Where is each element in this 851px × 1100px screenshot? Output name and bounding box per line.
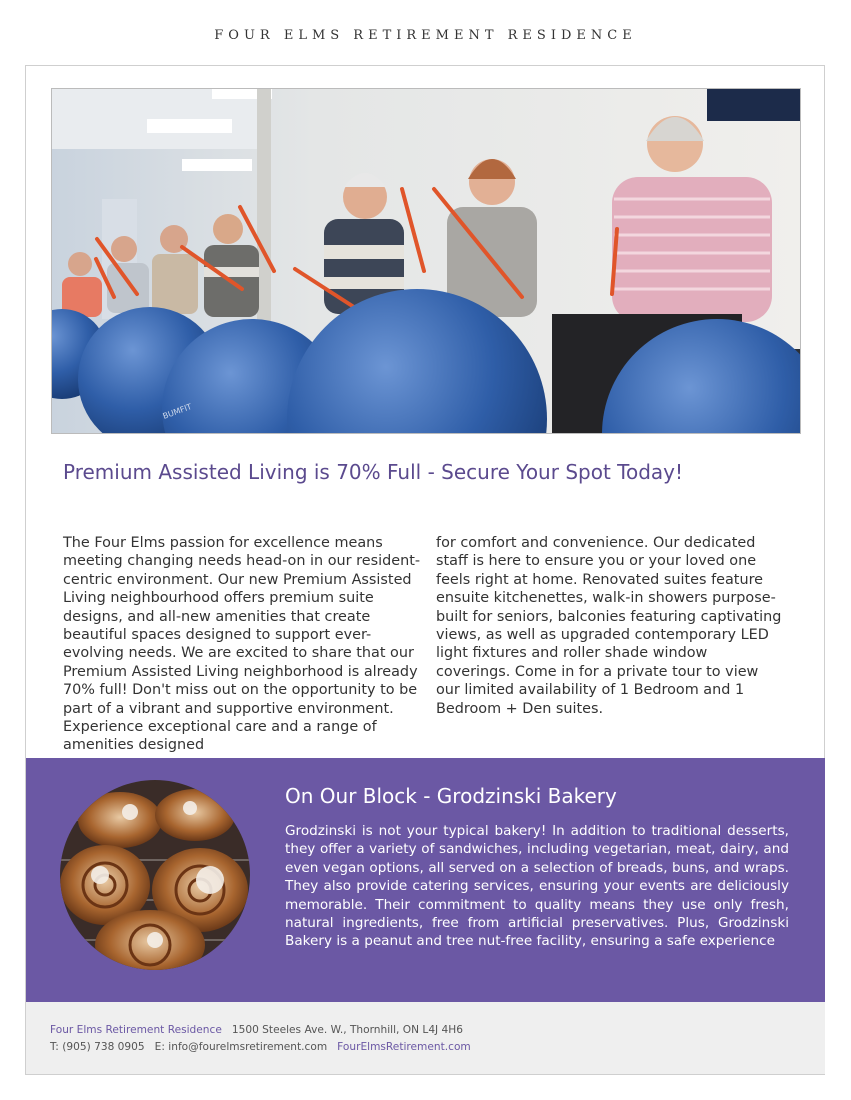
footer-address: 1500 Steeles Ave. W., Thornhill, ON L4J 4H6: [231, 1024, 463, 1036]
footer-website-link[interactable]: FourElmsRetirement.com: [337, 1041, 471, 1053]
footer-email[interactable]: E: info@fourelmsretirement.com: [154, 1041, 328, 1053]
ball-brand-label: BUMFIT: [161, 402, 193, 421]
bakery-title: On Our Block - Grodzinski Bakery: [285, 784, 617, 808]
footer-line-contact: [50, 1041, 471, 1053]
article-paragraph-left: The Four Elms passion for excellence means meeting changing needs head-on in our resident-centric environment. Our new Premium Assisted Living neighbourhood offers premium suite designs, and all-new amenities that create beautiful spaces designed to support ever-evolving needs. We are excited to share that our Premium Assisted Living neighborhood is already 70% full! Don't miss out on the opportunity to be part of a vibrant and supportive environment. Experience exceptional care and a range of amenities designed: [63, 535, 421, 754]
footer-phone: T: (905) 738 0905: [50, 1041, 145, 1053]
bakery-cinnamon-buns-photo: [60, 780, 250, 970]
footer-line-address: [50, 1024, 463, 1036]
article-paragraph-right: for comfort and convenience. Our dedicated staff is here to ensure you or your loved one feels right at home. Renovated suites feature ensuite kitchenettes, walk-in showers purpose-built for seniors, balconies featuring captivating views, as well as upgraded contemporary LED light fixtures and roller shade window coverings. Come in for a private tour to view our limited availability of 1 Bedroom and 1 Bedroom + Den suites.: [436, 535, 782, 717]
hero-photo-seniors-drumming: [51, 88, 801, 434]
footer-org-name: Four Elms Retirement Residence: [50, 1024, 222, 1036]
article-column-left: [63, 534, 425, 755]
article-column-right: [436, 534, 786, 718]
masthead: FOUR ELMS RETIREMENT RESIDENCE: [214, 28, 637, 43]
page-headline: Premium Assisted Living is 70% Full - Secure Your Spot Today!: [63, 460, 683, 484]
bakery-description: [285, 822, 789, 951]
bakery-paragraph: Grodzinski is not your typical bakery! In addition to traditional desserts, they offer a variety of sandwiches, including vegetarian, meat, dairy, and even vegan options, all served on a selection of breads, buns, and wraps. They also provide catering services, ensuring your events are deliciously memorable. Their commitment to quality means they use only fresh, natural ingredients, free from artificial preservatives. Plus, Grodzinski Bakery is a peanut and tree nut-free facility, ensuring a safe experience: [285, 823, 789, 950]
footer: [26, 1002, 825, 1074]
